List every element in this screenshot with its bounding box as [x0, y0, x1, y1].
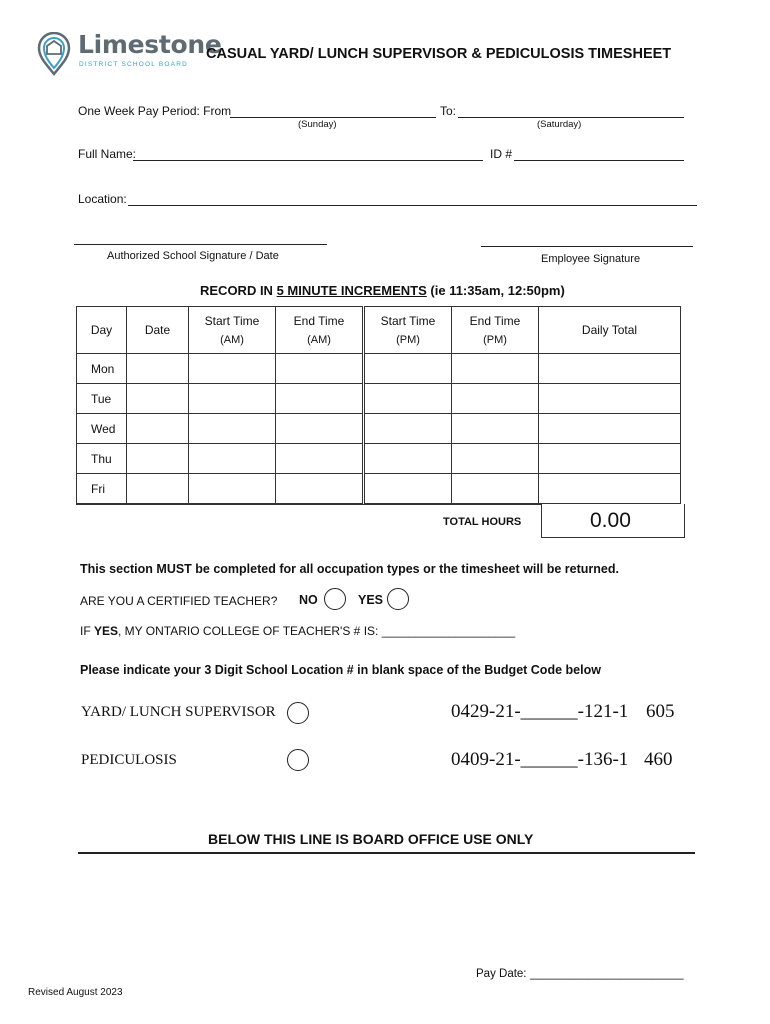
logo-wordmark: Limestone	[78, 30, 222, 59]
date-cell[interactable]	[127, 354, 189, 384]
location-label: Location:	[78, 192, 127, 206]
end-am-cell[interactable]	[276, 354, 364, 384]
start-am-cell[interactable]	[189, 354, 276, 384]
date-cell[interactable]	[127, 474, 189, 504]
start-pm-cell[interactable]	[364, 444, 452, 474]
id-field[interactable]	[514, 147, 684, 161]
start-am-header: Start Time (AM)	[189, 307, 276, 354]
end-pm-header: End Time (PM)	[452, 307, 539, 354]
board-office-heading: BELOW THIS LINE IS BOARD OFFICE USE ONLY	[208, 831, 534, 847]
yard-lunch-code-suffix: 605	[646, 701, 675, 722]
pay-date-label: Pay Date:	[476, 968, 527, 980]
end-pm-cell[interactable]	[452, 474, 539, 504]
date-cell[interactable]	[127, 384, 189, 414]
pediculosis-code-suffix: 460	[644, 749, 673, 770]
daily-total-cell[interactable]	[539, 414, 681, 444]
oct-number-prompt	[80, 624, 515, 638]
pediculosis-budget-code[interactable]: 0409-21-______-136-1	[451, 749, 629, 770]
full-name-field[interactable]	[133, 147, 483, 161]
yard-lunch-budget-code[interactable]: 0429-21-______-121-1	[451, 701, 629, 722]
date-header: Date	[127, 307, 189, 354]
daily-total-cell[interactable]	[539, 474, 681, 504]
employee-signature-label: Employee Signature	[541, 253, 641, 265]
start-pm-cell[interactable]	[364, 354, 452, 384]
table-row	[77, 354, 681, 384]
record-note-suffix: (ie 11:35am, 12:50pm)	[426, 283, 565, 298]
pediculosis-radio[interactable]	[287, 749, 309, 771]
day-header: Day	[77, 307, 127, 354]
table-row	[77, 414, 681, 444]
employee-signature-line[interactable]	[481, 246, 693, 247]
revised-date: Revised August 2023	[28, 987, 123, 998]
daily-total-cell[interactable]	[539, 354, 681, 384]
table-row	[77, 384, 681, 414]
sunday-hint: (Sunday)	[298, 119, 337, 130]
day-label: Tue	[77, 384, 127, 414]
oct-yes: YES	[94, 624, 119, 638]
start-pm-cell[interactable]	[364, 384, 452, 414]
no-label: NO	[299, 593, 318, 607]
table-bottom-rule	[76, 504, 541, 505]
date-cell[interactable]	[127, 414, 189, 444]
authorized-signature-label: Authorized School Signature / Date	[107, 250, 279, 262]
day-label: Thu	[77, 444, 127, 474]
yard-lunch-supervisor-label: YARD/ LUNCH SUPERVISOR	[81, 704, 276, 720]
yes-label: YES	[358, 593, 384, 607]
end-pm-cell[interactable]	[452, 414, 539, 444]
record-note-prefix: RECORD IN	[200, 283, 277, 298]
location-field[interactable]	[128, 192, 697, 206]
daily-total-cell[interactable]	[539, 444, 681, 474]
start-pm-cell[interactable]	[364, 474, 452, 504]
pediculosis-label: PEDICULOSIS	[81, 752, 177, 768]
start-am-cell[interactable]	[189, 384, 276, 414]
pay-period-from-field[interactable]	[230, 104, 436, 118]
end-am-cell[interactable]	[276, 384, 364, 414]
board-office-divider	[78, 852, 695, 854]
day-label: Fri	[77, 474, 127, 504]
start-pm-cell[interactable]	[364, 414, 452, 444]
total-hours-value: 0.00	[590, 509, 631, 532]
end-pm-cell[interactable]	[452, 444, 539, 474]
oct-suffix: , MY ONTARIO COLLEGE OF TEACHER'S # IS:	[118, 624, 382, 638]
yard-lunch-supervisor-radio[interactable]	[287, 702, 309, 724]
end-am-cell[interactable]	[276, 474, 364, 504]
record-increments-note	[200, 283, 565, 298]
record-note-underlined: 5 MINUTE INCREMENTS	[276, 283, 427, 298]
end-pm-cell[interactable]	[452, 384, 539, 414]
budget-code-instruction: Please indicate your 3 Digit School Location # in blank space of the Budget Code below	[80, 663, 601, 677]
date-cell[interactable]	[127, 444, 189, 474]
form-title: CASUAL YARD/ LUNCH SUPERVISOR & PEDICULOSIS TIMESHEET	[206, 46, 672, 62]
end-am-header: End Time (AM)	[276, 307, 364, 354]
yes-radio[interactable]	[387, 588, 409, 610]
start-pm-header: Start Time (PM)	[364, 307, 452, 354]
pay-period-to-label: To:	[440, 104, 457, 118]
certified-teacher-question: ARE YOU A CERTIFIED TEACHER?	[80, 594, 278, 608]
pay-date-field[interactable]: ________________________	[530, 968, 684, 980]
day-label: Mon	[77, 354, 127, 384]
pay-period-label: One Week Pay Period: From	[78, 104, 232, 118]
total-hours-label: TOTAL HOURS	[443, 516, 522, 528]
table-header-row	[77, 307, 681, 354]
full-name-label: Full Name:	[78, 147, 137, 161]
day-label: Wed	[77, 414, 127, 444]
no-radio[interactable]	[324, 588, 346, 610]
logo-subtitle: DISTRICT SCHOOL BOARD	[79, 61, 188, 68]
id-label: ID #	[490, 147, 513, 161]
start-am-cell[interactable]	[189, 444, 276, 474]
table-row	[77, 474, 681, 504]
end-am-cell[interactable]	[276, 414, 364, 444]
saturday-hint: (Saturday)	[537, 119, 582, 130]
authorized-signature-line[interactable]	[74, 244, 327, 245]
oct-prefix: IF	[80, 624, 94, 638]
map-pin-logo-icon	[36, 32, 72, 76]
start-am-cell[interactable]	[189, 414, 276, 444]
completion-notice: This section MUST be completed for all occupation types or the timesheet will be returned.	[80, 562, 619, 576]
oct-number-field[interactable]: ____________________	[381, 624, 516, 638]
board-logo	[36, 30, 222, 78]
end-am-cell[interactable]	[276, 444, 364, 474]
daily-total-header: Daily Total	[539, 307, 681, 354]
pay-period-to-field[interactable]	[458, 104, 684, 118]
daily-total-cell[interactable]	[539, 384, 681, 414]
end-pm-cell[interactable]	[452, 354, 539, 384]
table-row	[77, 444, 681, 474]
start-am-cell[interactable]	[189, 474, 276, 504]
timesheet-table	[76, 306, 681, 504]
